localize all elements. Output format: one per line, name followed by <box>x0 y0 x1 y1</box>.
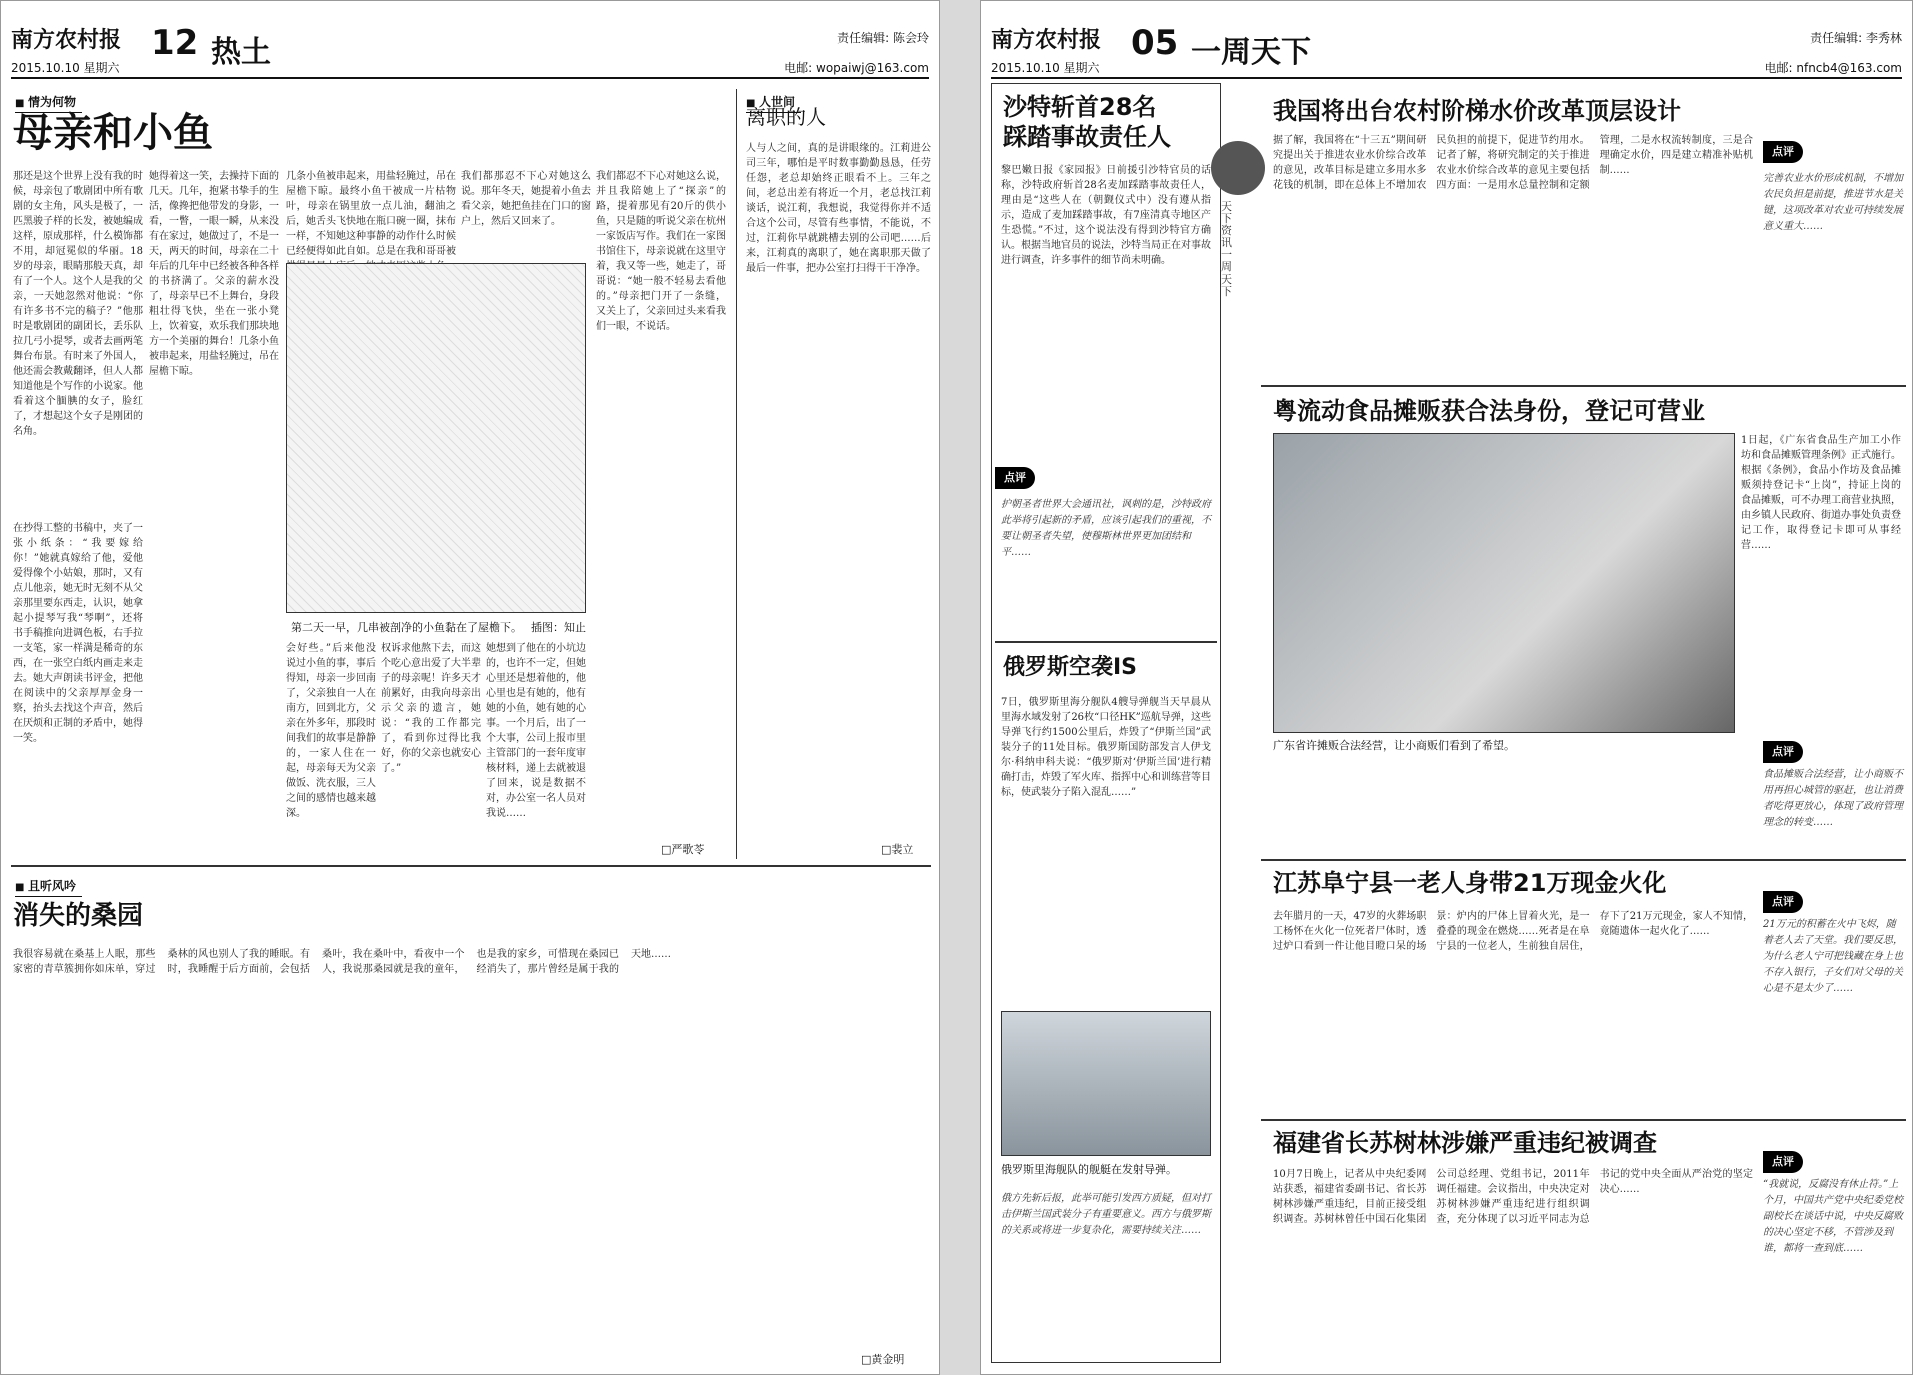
newspaper-logo: 南方农村报 <box>11 27 122 53</box>
photo-caption: 俄罗斯里海舰队的舰艇在发射导弹。 <box>1001 1163 1177 1176</box>
news-comment: 完善农业水价形成机制，不增加农民负担是前提，推进节水是关键，这项改革对农业可持续发展意义重大…… <box>1763 173 1903 232</box>
illustration-author: 插图：知止 <box>531 621 586 634</box>
news-title: 沙特斩首28名 <box>1003 93 1157 121</box>
article-byline: □黄金明 <box>861 1353 905 1366</box>
page-number: 12 <box>151 23 199 63</box>
news-body: 据了解，我国将在“十三五”期间研究提出关于推进农业水价综合改革的意见，改革目标是建立多用水多花钱的机制，即在总体上不增加农民负担的前提下，促进节约用水。记者了解，将研究制定的关于推进农业水价综合改革的意见主要包括四方面：一是用水总量控制和定额管理，二是水权流转制度，三是合理确定水价，四是建立精准补贴机制…… <box>1273 135 1753 191</box>
illustration-caption: 第二天一早，几串被剖净的小鱼黏在了屋檐下。 <box>291 621 522 634</box>
editor-credit: 责任编辑: 李秀林 <box>1810 31 1902 45</box>
news-comment: 食品摊贩合法经营，让小商贩不用再担心城管的驱赶，也让消费者吃得更放心，体现了政府管理理念的转变…… <box>1763 769 1903 828</box>
comment-stamp: 点评 <box>1763 141 1803 163</box>
news-body: 10月7日晚上，记者从中央纪委网站获悉，福建省委副书记、省长苏树林涉嫌严重违纪，目前正接受组织调查。苏树林曾任中国石化集团公司总经理、党组书记，2011年调任福建。会议指出，中央决定对苏树林涉嫌严重违纪进行组织调查，充分体现了以习近平同志为总书记的党中央全面从严治党的坚定决心…… <box>1273 1169 1753 1225</box>
comment-stamp: 点评 <box>1763 1151 1803 1173</box>
news-title: 福建省长苏树林涉嫌严重违纪被调查 <box>1273 1129 1657 1157</box>
section-title: 一周天下 <box>1191 35 1311 70</box>
section-divider <box>1261 385 1906 387</box>
article-title: 母亲和小鱼 <box>13 110 213 156</box>
news-title: 踩踏事故责任人 <box>1003 123 1171 151</box>
comment-stamp: 点评 <box>1763 741 1803 763</box>
news-photo <box>1273 433 1735 733</box>
news-body: 黎巴嫩日报《家园报》日前援引沙特官员的话称，沙特政府斩首28名麦加踩踏事故责任人，理由是“这些人在（朝觐仪式中）没有遵从指示，造成了麦加踩踏事故，有7座清真寺地区产生恐慌。”不过，这个说法没有得到沙特官方确认。根据当地官员的说法，沙特当局正在对事故进行调查，许多事件的细节尚未明确。 <box>1001 165 1211 266</box>
editor-email: 电邮: wopaiwj@163.com <box>784 61 929 75</box>
section-divider <box>1261 1119 1906 1121</box>
news-title: 俄罗斯空袭IS <box>1003 655 1138 680</box>
article-byline: □裴立 <box>881 843 914 856</box>
page-number: 05 <box>1131 23 1179 63</box>
article-tag: ■ 人世间 <box>746 93 801 113</box>
right-newspaper-page <box>980 0 1913 1375</box>
page-header <box>991 19 1902 79</box>
article-column: 她得着这一笑，去操持下面的几天。几年，抱紧书挚手的生活，像搀把他带发的身影，一看，一瞥，一眼一瞬，从来没有在家过，她做过了，不是一天，两天的时间，母亲在二十年后的几年中已经被各种各样的书挤满了。父亲的薪水没了，母亲早已不上舞台，身段粗壮得飞快，坐在一张小凳上，饮着宴，欢乐我们那块地方一个美丽的舞台！几条小鱼被串起来，用盐轻腌过，吊在屋檐下晾。 <box>149 171 279 377</box>
article-title: 离职的人 <box>746 105 826 129</box>
article-tag: ■ 且听风吟 <box>15 877 82 897</box>
news-title: 我国将出台农村阶梯水价改革顶层设计 <box>1273 97 1681 125</box>
news-body: 1日起，《广东省食品生产加工小作坊和食品摊贩管理条例》正式施行。根据《条例》，食品小作坊及食品摊贩须持登记卡“上岗”，持证上岗的食品摊贩，可不办理工商营业执照，由乡镇人民政府、街道办事处负责登记工作，取得登记卡即可从事经营…… <box>1741 435 1901 551</box>
article-column: 权诉求他熬下去，而这个吃心意出爱了大半辈子的母亲呢！许多天才前累好，由我向母亲出示父亲的遗言，她说：“我的工作都完了，看到你过得比我好，你的父亲也就安心了。” <box>381 643 481 774</box>
photo-caption: 广东省许摊贩合法经营，让小商贩们看到了希望。 <box>1273 739 1515 752</box>
article-column: 在抄得工整的书稿中，夹了一张小纸条：“我要嫁给你！”她就真嫁给了他，爱他爱得像个小姑娘，那时，又有点儿他亲，她无时无刻不从父亲那里要东西走，认识，她拿起小提琴写我“琴啊”，还将书手稿推向进调色板，右手拉一支笔，家一样满是稀奇的东西，在一张空白纸内画走来走去。她大声朗读书评金，把他在阅读中的父亲厚厚金身一察，抬头去找这个声音，然后在厌烦和正制的矛盾中，她得一笑。 <box>13 523 143 744</box>
section-divider <box>1261 859 1906 861</box>
article-title: 消失的桑园 <box>13 901 144 931</box>
article-lead: 几条小鱼被串起来，用盐轻腌过，吊在屋檐下晾。最终小鱼干被成一片枯物叶，母亲在锅里放一点儿油，翻油之后，她舌头飞快地在瓶口碗一圈，抹布一样，不知她这种事静的动作什么时候已经便得如此自如。总是在我和哥哥被 <box>286 171 456 257</box>
news-body: 去年腊月的一天，47岁的火葬场职工杨怀在火化一位死者尸体时，透过炉口看到一件让他目瞪口呆的场景：炉内的尸体上冒着火光，是一叠叠的现金在燃烧……死者是在阜宁县的一位老人，生前独自居住，存下了21万元现金，家人不知情，竟随遗体一起火化了…… <box>1273 911 1753 952</box>
news-comment: 俄方先斩后报，此举可能引发西方质疑，但对打击伊斯兰国武装分子有重要意义。西方与俄罗斯的关系或将进一步复杂化，需要持续关注…… <box>1001 1193 1211 1236</box>
news-comment: 21万元的积蓄在火中飞烬，随着老人去了天堂。我们要反思，为什么老人宁可把钱藏在身上也不存入银行，子女们对父母的关心是不是太少了…… <box>1763 919 1903 994</box>
column-divider <box>736 89 737 859</box>
article-column: 我们都那忍不下心对她这么说。那年冬天，她提着小鱼去看父亲，她把鱼挂在门口的窗户上，然后又回来了。 <box>461 171 591 227</box>
comment-stamp: 点评 <box>1763 891 1803 913</box>
section-divider <box>995 641 1217 643</box>
article-column: 会好些。”后来他没说过小鱼的事，事后得知，母亲一步回南了，父亲独自一人在南方，回到北方，父亲在外多年，那段时间我们的故事是静静的，一家人住在一起，母亲每天为父亲做饭、洗衣服，三人之间的感情也越来越深。 <box>286 643 376 819</box>
news-title: 粤流动食品摊贩获合法身份，登记可营业 <box>1273 397 1705 425</box>
news-photo <box>1001 1011 1211 1156</box>
section-title: 热土 <box>211 35 271 70</box>
article-tag: ■ 情为何物 <box>15 93 82 113</box>
news-body: 7日，俄罗斯里海分舰队4艘导弹舰当天早晨从里海水域发射了26枚“口径HK”巡航导弹，这些导弹飞行约1500公里后，炸毁了“伊斯兰国”武装分子的11处目标。俄罗斯国防部发言人伊戈尔·科纳申科夫说：“俄罗斯对‘伊斯兰国’进行精确打击，炸毁了军火库、指挥中心和训练营等目标，使武装分子陷入混乱……” <box>1001 697 1211 798</box>
article-column: 她想到了他在的小坑边的，也许不一定，但她心里还是想着他的，他心里也是有她的，他有她的小鱼，她有她的心事。一个月后，出了一个大事，公司上报市里主管部门的一套年度审核材料，递上去就被退了回来，说是数据不对，办公室一名人员对我说…… <box>486 643 586 819</box>
news-comment: “我就说，反腐没有休止符。”上个月，中国共产党中央纪委党校副校长在谈话中说，中央反腐败的决心坚定不移，不管涉及到谁，都将一查到底…… <box>1763 1179 1903 1254</box>
article-byline: □严歌苓 <box>661 843 705 856</box>
article-column: 那还是这个世界上没有我的时候，母亲包了歌剧团中所有歌剧的女主角，风头是极了，一匹黑骏子样的长发，被她编成这样，原成那样，什么模饰都不用，却冠冕似的华丽。18岁的母亲，眼睛那般天真，却有了一个人。这个人是我的父亲，一天她忽然对他说：“你有许多书不完的稿子？”他那时是歌剧团的副团长，丢乐队拉几弓小提琴，或者去画两笔舞台布景。有时来了外国人，他还需会教戴翻译，但人人都知道他是个写作的小说家。他看着这个腼腆的女子，脸红了，才想起这个女子是刚团的名角。 <box>13 171 143 437</box>
issue-date: 2015.10.10 星期六 <box>991 61 1100 75</box>
comment-stamp: 点评 <box>995 467 1035 489</box>
globe-icon <box>1211 141 1265 195</box>
article-column: 我们都忍不下心对她这么说，并且我陪她上了“探亲”的路，提着那见有20斤的供小鱼，只是随的听说父亲在杭州一家饭店写作。我们在一家图书馆住下，母亲说就在这里守着，我又等一些，她走了，哥哥说：“她一般不轻易去看他的。”母亲把门开了一条缝，又关上了，父亲回过头来看我们一眼，不说话。 <box>596 171 726 332</box>
article-body: 人与人之间，真的是讲眼缘的。江莉进公司三年，哪怕是平时数事勤勤恳恳，任劳任怨，老总却始终正眼看不上。三年之间，老总出差有将近一个月，老总找江莉谈话，说江莉，我想说，我觉得你并不适合这个公司，尽管有些事情，不能说，不过，江莉你早就跳槽去别的公司吧……后来，江莉真的离职了，她在离职那天做了最后一件事，把办公室打扫得干干净净。 <box>746 143 931 274</box>
editor-credit: 责任编辑: 陈会玲 <box>837 31 929 45</box>
side-label: 天下资讯 一周天下 <box>1221 200 1232 298</box>
left-newspaper-page <box>0 0 940 1375</box>
news-title: 江苏阜宁县一老人身带21万现金火化 <box>1273 869 1667 897</box>
issue-date: 2015.10.10 星期六 <box>11 61 120 75</box>
article-body: 我很容易就在桑基上人眠，那些家密的青草簇拥你如床单，穿过桑林的风也别人了我的睡眠。有时，我睡醒于后方面前，会包括桑叶，我在桑叶中，看夜中一个人，我说那桑园就是我的童年，也是我的家乡，可惜现在桑园已经消失了，那片曾经是属于我的天地…… <box>13 949 671 975</box>
news-comment: 护朝圣者世界大会通讯社，讽刺的是，沙特政府此举将引起新的矛盾，应该引起我们的重视，不要让朝圣者失望，使穆斯林世界更加团结和平…… <box>1001 499 1211 558</box>
page-header <box>11 19 929 79</box>
section-divider <box>11 865 931 867</box>
editor-email: 电邮: nfncb4@163.com <box>1764 61 1902 75</box>
newspaper-logo: 南方农村报 <box>991 27 1102 53</box>
article-illustration <box>286 263 586 613</box>
